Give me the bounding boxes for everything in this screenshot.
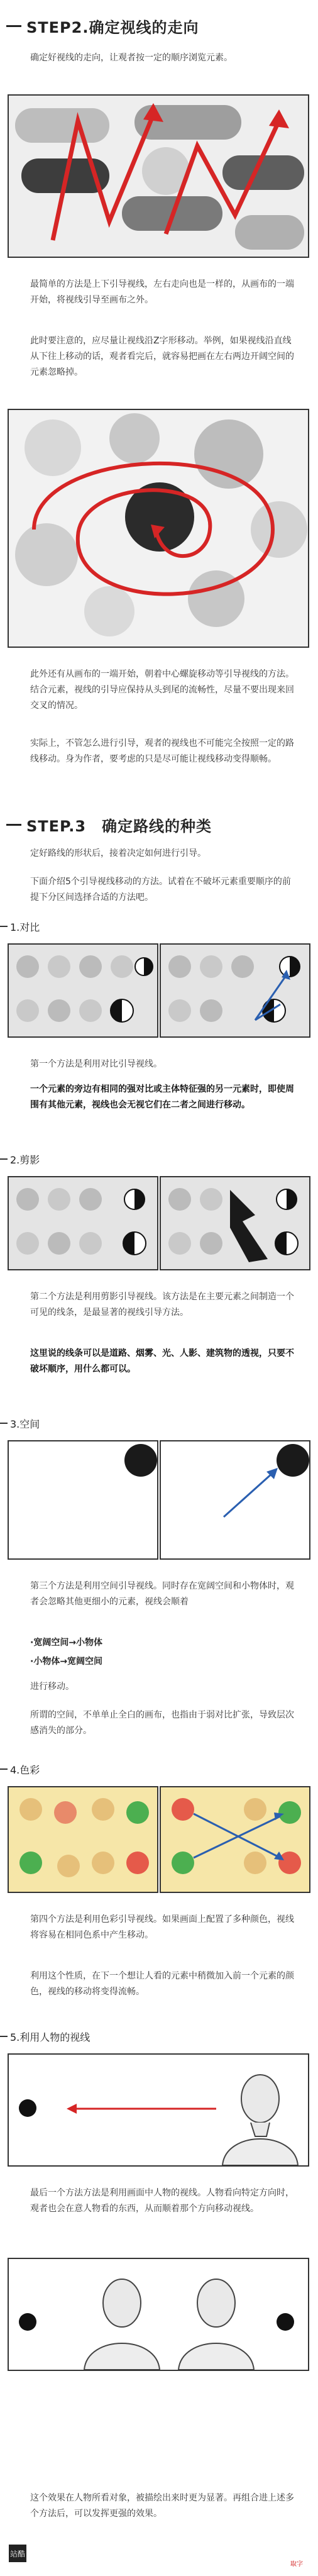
silhouette-left-svg: [9, 1177, 157, 1269]
silhouette-panel-left: [8, 1176, 158, 1270]
gaze-panel-bottom: [8, 2258, 309, 2371]
contrast-p2: 一个元素的旁边有相同的强对比或主体特征强的另一元素时，即使周围有其他元素，视线也会无视它们在二者之间进行移动。: [30, 1084, 294, 1110]
gaze-panel-top: [8, 2053, 309, 2167]
section-dash: [0, 1158, 8, 1160]
space-p1: 第三个方法是利用空间引导视线。同时存在宽阔空间和小物体时，观者会忽略其他更细小的元素，视线会顺着: [30, 1581, 294, 1607]
space-panel-right: [160, 1440, 310, 1560]
step3-intro2: 下面介绍5个引导视线移动的方法。试着在不破坏元素重要顺序的前提下分区间选择合适的方法吧。: [30, 877, 291, 902]
step3-title: STEP.3 确定路线的种类: [26, 818, 212, 835]
step2-title: STEP2.确定视线的走向: [26, 19, 199, 36]
silhouette-panel-right: [160, 1176, 310, 1270]
gaze-p1: 最后一个方法方法是利用画面中人物的视线。人物看向特定方向时，观者也会在意人物看的东西，从而顺着那个方向移动视线。: [30, 2188, 294, 2214]
space-bullet-1: ·宽阔空间→小物体: [30, 1638, 103, 1648]
space-bullet-2: ·小物体→宽阔空间: [30, 1657, 103, 1667]
contrast-left-svg: [9, 945, 157, 1036]
step2-p3: 此外还有从画布的一端开始，朝着中心螺旋移动等引导视线的方法。结合元素，视线的引导应保持从头到尾的流畅性，尽量不要出现来回交叉的情况。: [30, 669, 294, 711]
heading-dash: [6, 824, 21, 826]
section-dash: [0, 2036, 8, 2037]
color-p2: 利用这个性质，在下一个想让人看的元素中稍微加入前一个元素的颜色，视线的移动将变得流畅。: [30, 1971, 294, 1997]
section-contrast-heading: [0, 918, 318, 936]
heading-dash: [6, 25, 21, 27]
section-silhouette-heading: [0, 1151, 318, 1169]
color-left-svg: [9, 1787, 157, 1892]
color-right-svg: [161, 1787, 309, 1892]
space-p3: 所谓的空间，不单单止全白的画布，也指由于弱对比扩张，导致层次感消失的部分。: [30, 1710, 294, 1736]
space-right-svg: [161, 1441, 309, 1558]
spiral-svg: [9, 410, 308, 647]
section-space-heading: [0, 1415, 318, 1433]
color-panel-left: [8, 1786, 158, 1893]
gaze-top-svg: [9, 2055, 308, 2165]
step3-intro: 定好路线的形状后，接着决定如何进行引导。: [30, 848, 206, 858]
section-dash: [0, 1423, 8, 1424]
color-panel-right: [160, 1786, 310, 1893]
silhouette-p2: 这里说的线条可以是道路、烟雾、光、人影、建筑物的透视，只要不破坏顺序，用什么都可以。: [30, 1348, 294, 1374]
step2-p1: 最简单的方法是上下引导视线，左右走向也是一样的，从画布的一端开始，将视线引导至画布之外。: [30, 279, 294, 305]
section-color-label: 4.色彩: [10, 1764, 40, 1776]
gaze-bottom-svg: [9, 2259, 308, 2370]
step2-heading: [0, 13, 318, 38]
section-space-label: 3.空间: [10, 1418, 40, 1430]
section-silhouette-label: 2.剪影: [10, 1154, 40, 1166]
section-dash: [0, 1768, 8, 1770]
step3-heading: [0, 811, 318, 836]
contrast-panel-right: [160, 943, 310, 1038]
space-panel-left: [8, 1440, 158, 1560]
section-contrast-label: 1.对比: [10, 921, 40, 933]
zigzag-svg: [9, 96, 308, 257]
contrast-panel-left: [8, 943, 158, 1038]
step2-p4: 实际上，不管怎么进行引导，观者的视线也不可能完全按照一定的路线移动。身为作者，要考虑的只是尽可能让视线移动变得顺畅。: [30, 738, 294, 764]
section-dash: [0, 926, 8, 927]
space-left-svg: [9, 1441, 157, 1558]
silhouette-right-svg: [161, 1177, 309, 1269]
zigzag-illustration: [8, 94, 309, 258]
step2-intro: 确定好视线的走向，让观者按一定的顺序浏览元素。: [30, 53, 233, 63]
silhouette-p1: 第二个方法是利用剪影引导视线。该方法是在主要元素之间制造一个可见的线条，是最显著的视线引导方法。: [30, 1292, 294, 1318]
spiral-illustration: [8, 409, 309, 648]
section-color-heading: [0, 1761, 318, 1779]
space-p2: 进行移动。: [30, 1682, 74, 1692]
contrast-p1: 第一个方法是利用对比引导视线。: [30, 1059, 162, 1069]
section-gaze-heading: [0, 2028, 318, 2046]
gaze-p2: 这个效果在人物所看对象，被描绘出来时更为显著。再组合进上述多个方法后，可以发挥更强的效果。: [30, 2493, 294, 2519]
site-logo: 站酷: [9, 2545, 26, 2562]
step2-p2: 此时要注意的，应尽量让视线沿Z字形移动。举例，如果视线沿直线从下往上移动的话，观者看完后，就容易把画在左右两边开阔空间的元素忽略掉。: [30, 336, 294, 377]
contrast-right-svg: [161, 945, 309, 1036]
color-p1: 第四个方法是利用色彩引导视线。如果画面上配置了多种颜色，视线将容易在相同色系中产生移动。: [30, 1914, 294, 1940]
section-gaze-label: 5.利用人物的视线: [10, 2031, 90, 2043]
watermark-text: 取字: [290, 2561, 303, 2568]
